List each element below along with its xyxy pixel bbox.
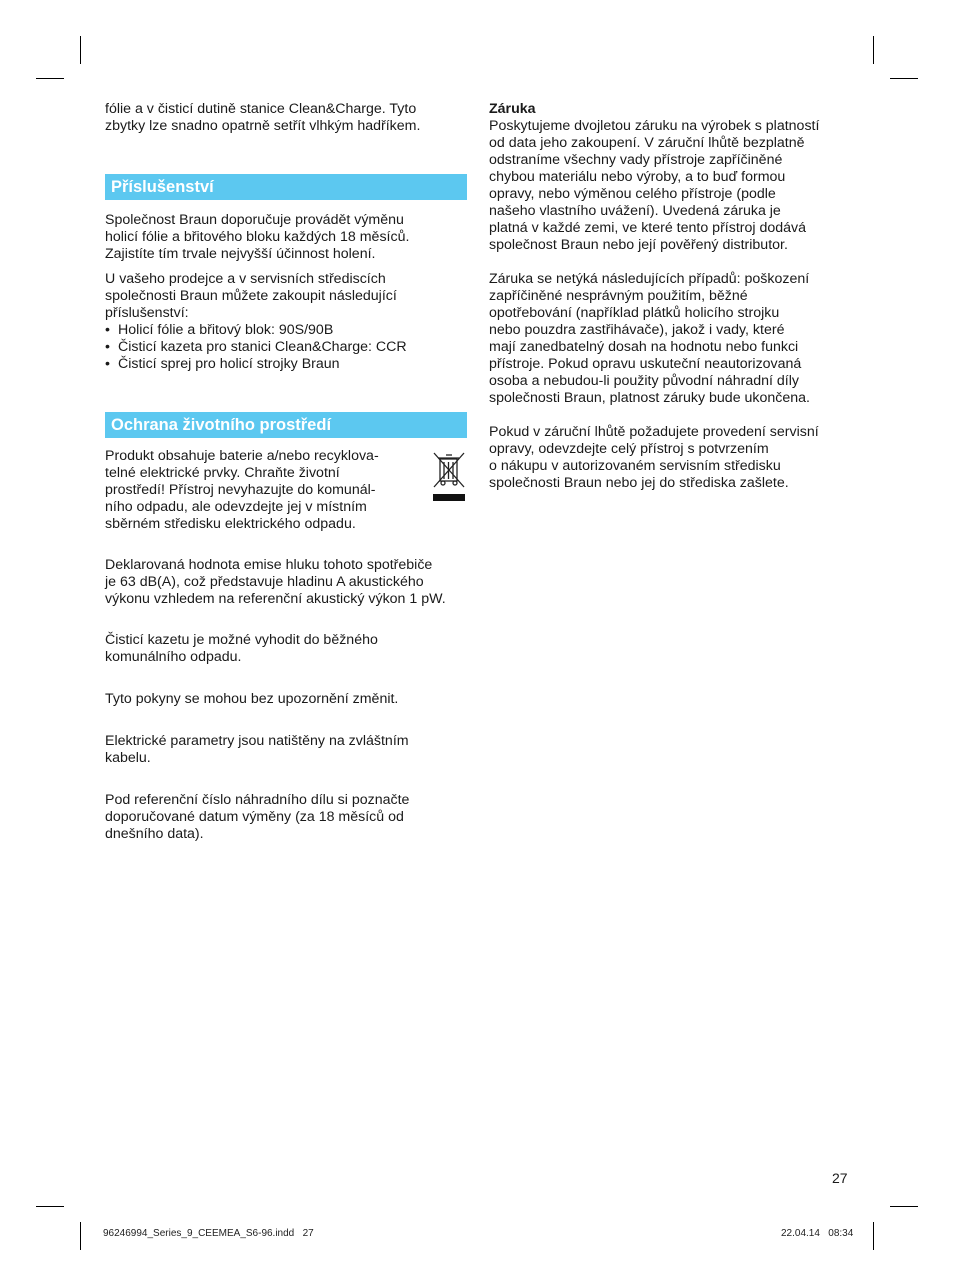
accessories-paragraph-2: U vašeho prodejce a v servisních střediscích společnosti Braun můžete zakoupit následující příslušenství: — [105, 271, 397, 321]
crop-mark — [80, 1222, 81, 1250]
accessories-paragraph-1: Společnost Braun doporučuje provádět výměnu holicí fólie a břitového bloku každých 18 měsíců. Zajistíte tím trvale nejvyšší účinnost holení. — [105, 212, 410, 262]
crop-mark — [890, 1206, 918, 1207]
warranty-paragraph-2: Záruka se netýká následujících případů: poškození zapříčiněné nesprávným použitím, běžné opotřebování (například plátků holicího strojku nebo pouzdra zastřihávače), jakož i vady, které mají zanedbatelný dosah na hodnotu nebo funkci přístroje. Pokud opravu uskuteční neautorizovaná osoba a nebudou-li použity původní náhradní díly společnosti Braun, platnost záruky bude ukončena. — [489, 271, 810, 406]
warranty-paragraph-3: Pokud v záruční lhůtě požadujete provedení servisní opravy, odevzdejte celý přístroj s potvrzením o nákupu v autorizovaném servisním středisku společnosti Braun nebo jej do střediska zašlete. — [489, 424, 819, 491]
accessories-heading: Příslušenství — [105, 174, 467, 200]
environment-paragraph-5: Elektrické parametry jsou natištěny na zvláštním kabelu. — [105, 733, 409, 766]
crop-mark — [36, 1206, 64, 1207]
warranty-paragraph-1: Poskytujeme dvojletou záruku na výrobek s platností od data jeho zakoupení. V záruční lhůtě bezplatně odstraníme všechny vady přístroje zapříčiněné chybou materiálu nebo výroby, a to buď formou opravy, nebo výměnou celého přístroje (podle našeho vlastního uvážení). Uvedená záruka je platná v každé zemi, ve které tento přístroj dodává společnost Braun nebo její pověřený distributor. — [489, 118, 820, 253]
list-item: • Čisticí kazeta pro stanici Clean&Charge: CCR — [105, 339, 467, 356]
list-item: • Holicí fólie a břitový blok: 90S/90B — [105, 322, 467, 339]
intro-paragraph: fólie a v čisticí dutině stanice Clean&Charge. Tyto zbytky lze snadno opatrně setřít vlhkým hadříkem. — [105, 101, 421, 134]
footer-file-info: 96246994_Series_9_CEEMEA_S6-96.indd 27 — [103, 1228, 314, 1239]
accessories-list — [105, 322, 467, 373]
environment-paragraph-6: Pod referenční číslo náhradního dílu si poznačte doporučované datum výměny (za 18 měsíců od dnešního data). — [105, 792, 410, 842]
page-number: 27 — [832, 1170, 848, 1186]
left-column — [105, 101, 467, 843]
footer-timestamp: 22.04.14 08:34 — [781, 1228, 854, 1239]
crop-mark — [36, 78, 64, 79]
environment-paragraph-1: Produkt obsahuje baterie a/nebo recyklova- telné elektrické prvky. Chraňte životní prostředí! Přístroj nevyhazujte do komunál- ního odpadu, ale odevzdejte jej v místním sběrném středisku elektrického odpadu. — [105, 448, 379, 532]
crop-mark — [873, 36, 874, 64]
crop-mark — [873, 1222, 874, 1250]
crossed-out-wheelie-bin-icon — [431, 450, 467, 504]
warranty-heading: Záruka — [489, 101, 536, 117]
right-column — [489, 101, 849, 492]
crop-mark — [890, 78, 918, 79]
list-item: • Čisticí sprej pro holicí strojky Braun — [105, 356, 467, 373]
environment-heading: Ochrana životního prostředí — [105, 412, 467, 438]
crop-mark — [80, 36, 81, 64]
environment-paragraph-3: Čisticí kazetu je možné vyhodit do běžného komunálního odpadu. — [105, 632, 378, 665]
environment-paragraph-2: Deklarovaná hodnota emise hluku tohoto spotřebiče je 63 dB(A), což představuje hladinu A akustického výkonu vzhledem na referenční akustický výkon 1 pW. — [105, 557, 446, 607]
environment-block — [105, 448, 467, 533]
environment-paragraph-4: Tyto pokyny se mohou bez upozornění změnit. — [105, 691, 399, 707]
